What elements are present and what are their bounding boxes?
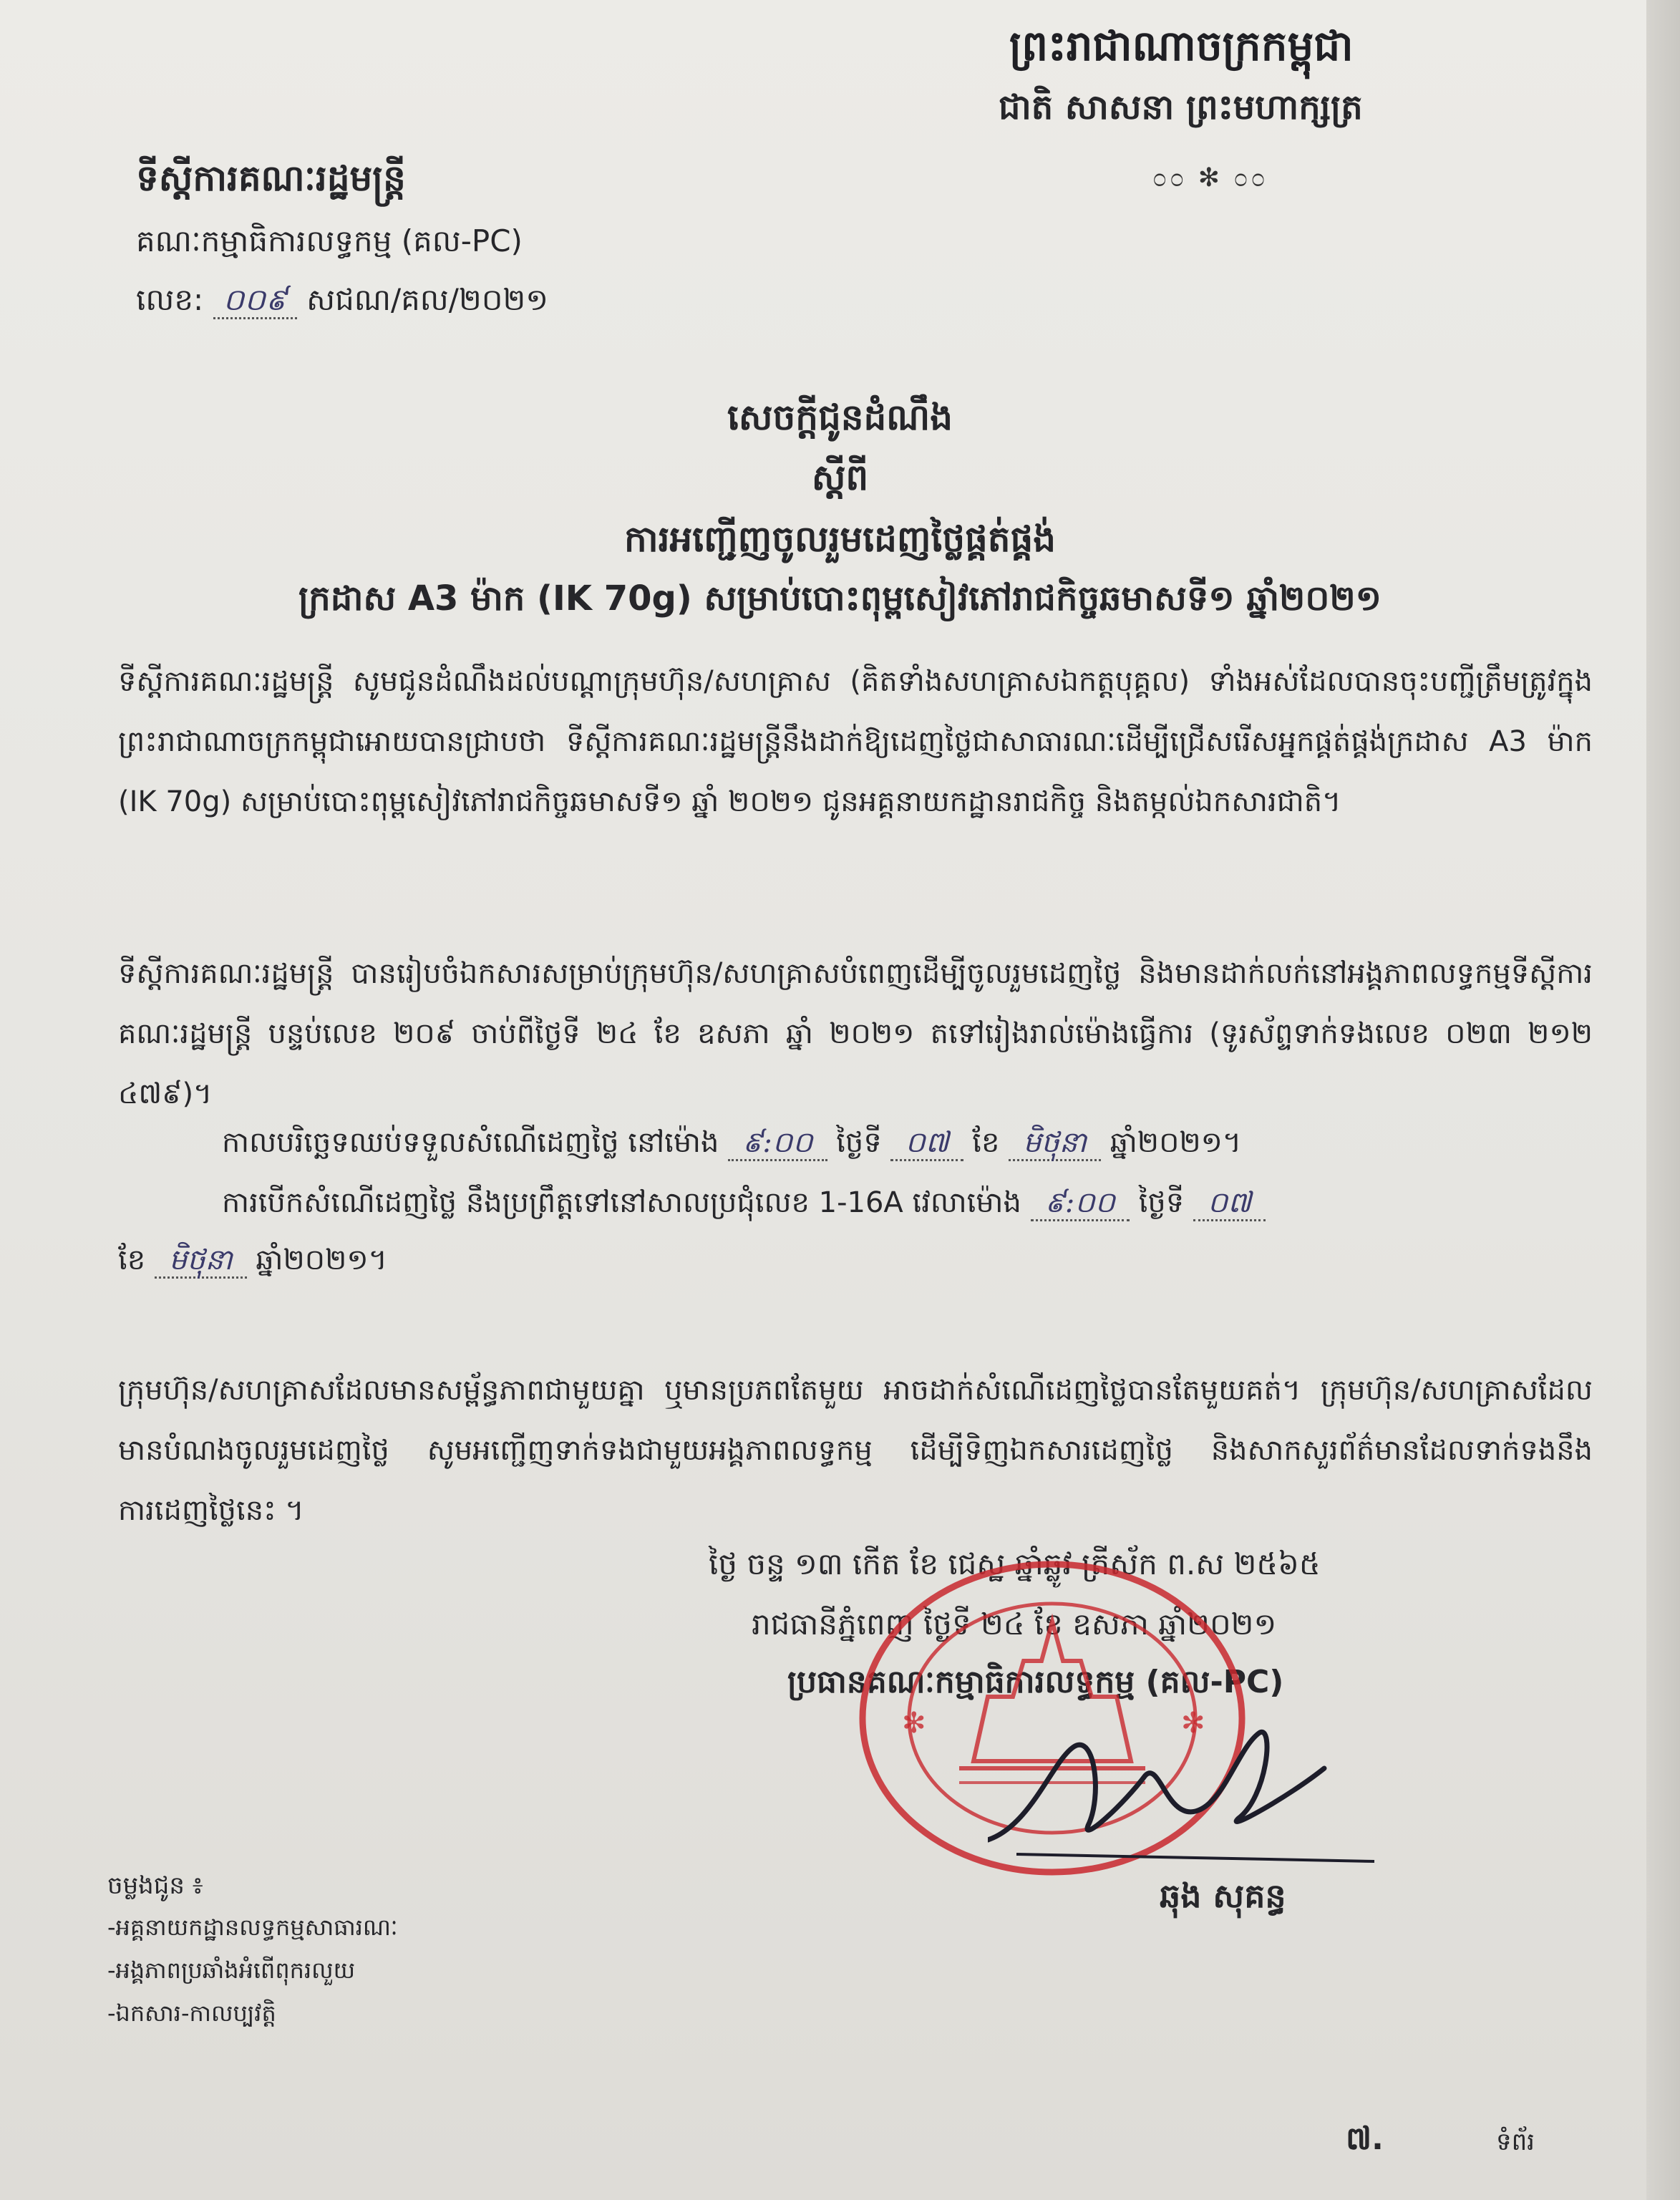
svg-text:✻: ✻ — [902, 1707, 926, 1740]
opening-day-label: ថ្ងៃទី — [1138, 1186, 1185, 1219]
opening-month: មិថុនា — [155, 1244, 247, 1279]
deadline-month-label: ខែ — [972, 1126, 1000, 1159]
body-paragraph-2: ទីស្តីការគណៈរដ្ឋមន្ត្រី បានរៀបចំឯកសារសម្រាប់ក្រុមហ៊ុន/សហគ្រាសបំពេញដើម្បីចូលរួមដេញថ្លៃ និងមានដាក់លក់នៅអង្គភាពលទ្ធកម្មទីស្តីការគណៈរដ្ឋមន្ត្រី បន្ទប់លេខ ២០៩ ចាប់ពីថ្ងៃទី ២៤ ខែ ឧសភា ឆ្នាំ ២០២១ តទៅរៀងរាល់ម៉ោងធ្វើការ (ទូរស័ព្ទទាក់ទងលេខ ០២៣ ២១២ ៤៧៩)។ — [118, 957, 1593, 1110]
page-mark: ៧. — [1346, 2121, 1384, 2157]
cc-title: ចម្លងជូន ៖ — [107, 1871, 203, 1900]
svg-text:✻: ✻ — [1181, 1707, 1205, 1740]
title-invitation: ការអញ្ជើញចូលរួមដេញថ្លៃផ្គត់ផ្គង់ — [623, 518, 1057, 560]
signature-icon — [988, 1718, 1389, 1883]
reference-number — [136, 281, 548, 325]
deadline-day-label: ថ្ងៃទី — [836, 1126, 882, 1159]
body-paragraph-1: ទីស្តីការគណៈរដ្ឋមន្ត្រី សូមជូនដំណឹងដល់បណ្តាក្រុមហ៊ុន/សហគ្រាស (គិតទាំងសហគ្រាសឯកត្តបុគ្គល) ទាំងអស់ដែលបានចុះបញ្ជីត្រឹមត្រូវក្នុងព្រះរាជាណាចក្រកម្ពុជាអោយបានជ្រាបថា ទីស្តីការគណៈរដ្ឋមន្ត្រីនឹងដាក់ឱ្យដេញថ្លៃជាសាធារណៈដើម្បីជ្រើសរើសអ្នកផ្គត់ផ្គង់ក្រដាស A3 ម៉ាក (IK 70g) សម្រាប់បោះពុម្ពសៀវភៅរាជកិច្ចឆមាសទី១ ឆ្នាំ ២០២១ ជូនអគ្គនាយកដ្ឋានរាជកិច្ច និងតម្កល់ឯកសារជាតិ។ — [118, 665, 1593, 818]
body-paragraph-3: ក្រុមហ៊ុន/សហគ្រាសដែលមានសម្ព័ន្ធភាពជាមួយគ្នា ឬមានប្រភពតែមួយ អាចដាក់សំណើដេញថ្លៃបានតែមួយគត់។ ក្រុមហ៊ុន/សហគ្រាសដែលមានបំណងចូលរួមដេញថ្លៃ សូមអញ្ជើញទាក់ទងជាមួយអង្គភាពលទ្ធកម្ម ដើម្បីទិញឯកសារដេញថ្លៃ និងសាកសួរព័ត៌មានដែលទាក់ទងនឹងការដេញថ្លៃនេះ ។ — [118, 1374, 1593, 1527]
deadline-day: ០៧ — [890, 1126, 963, 1161]
ornament-divider: ೦೦ ✻ ೦೦ — [1152, 163, 1268, 193]
opening-year: ឆ្នាំ២០២១។ — [256, 1244, 387, 1276]
opening-label: ការបើកសំណើដេញថ្លៃ នឹងប្រព្រឹត្តទៅនៅសាលប្រជុំលេខ 1-16A វេលាម៉ោង — [222, 1186, 1021, 1219]
cc-item: -អង្គភាពប្រឆាំងអំពើពុករលួយ — [107, 1957, 356, 1984]
kingdom-heading: ព្រះរាជាណាចក្រកម្ពុជា — [1009, 21, 1354, 70]
opening-time: ៩:០០ — [1031, 1186, 1130, 1221]
opening-line-cont — [118, 1241, 387, 1284]
deadline-line — [222, 1124, 1241, 1166]
national-motto: ជាតិ សាសនា ព្រះមហាក្សត្រ — [999, 87, 1363, 127]
lunar-date: ថ្ងៃ ចន្ទ ១៣ កើត ខែ ជេស្ឋ ឆ្នាំឆ្លូវ ត្រីស័ក ព.ស ២៥៦៥ — [709, 1546, 1321, 1581]
deadline-year: ឆ្នាំ២០២១។ — [1110, 1126, 1242, 1159]
committee-name: គណៈកម្មាធិការលទ្ធកម្ម (គល-PC) — [136, 223, 523, 258]
signer-name: ឆុង សុគន្ធ — [1160, 1876, 1286, 1915]
opening-line — [222, 1184, 1266, 1226]
deadline-label: កាលបរិច្ឆេទឈប់ទទួលសំណើដេញថ្លៃ នៅម៉ោង — [222, 1126, 719, 1159]
ref-suffix: សជណ/គល/២០២១ — [306, 282, 549, 317]
title-regarding: ស្តីពី — [811, 457, 869, 498]
cc-item: -អគ្គនាយកដ្ឋានលទ្ធកម្មសាធារណៈ — [107, 1914, 398, 1941]
page-label: ទំព័រ — [1496, 2128, 1535, 2156]
title-announcement: សេចក្តីជូនដំណឹង — [727, 397, 953, 438]
ref-handwritten: ០០៩ — [213, 282, 297, 319]
city-date: រាជធានីភ្នំពេញ ថ្ងៃទី ២៤ ខែ ឧសភា ឆ្នាំ២០២១ — [752, 1607, 1277, 1642]
page-edge-shadow — [1646, 0, 1680, 2200]
office-name: ទីស្តីការគណៈរដ្ឋមន្ត្រី — [136, 158, 406, 199]
chairman-title: ប្រធានគណៈកម្មាធិការលទ្ធកម្ម (គល-PC) — [787, 1664, 1284, 1700]
cc-item: -ឯកសារ-កាលប្បវត្តិ — [107, 2000, 276, 2027]
ref-prefix: លេខ: — [136, 282, 204, 317]
opening-day: ០៧ — [1193, 1186, 1266, 1221]
deadline-month: មិថុនា — [1009, 1126, 1101, 1161]
opening-month-label: ខែ — [118, 1244, 146, 1276]
deadline-time: ៩:០០ — [728, 1126, 827, 1161]
title-subject: ក្រដាស A3 ម៉ាក (IK 70g) សម្រាប់បោះពុម្ពសៀវភៅរាជកិច្ចឆមាសទី១ ឆ្នាំ២០២១ — [298, 578, 1382, 619]
